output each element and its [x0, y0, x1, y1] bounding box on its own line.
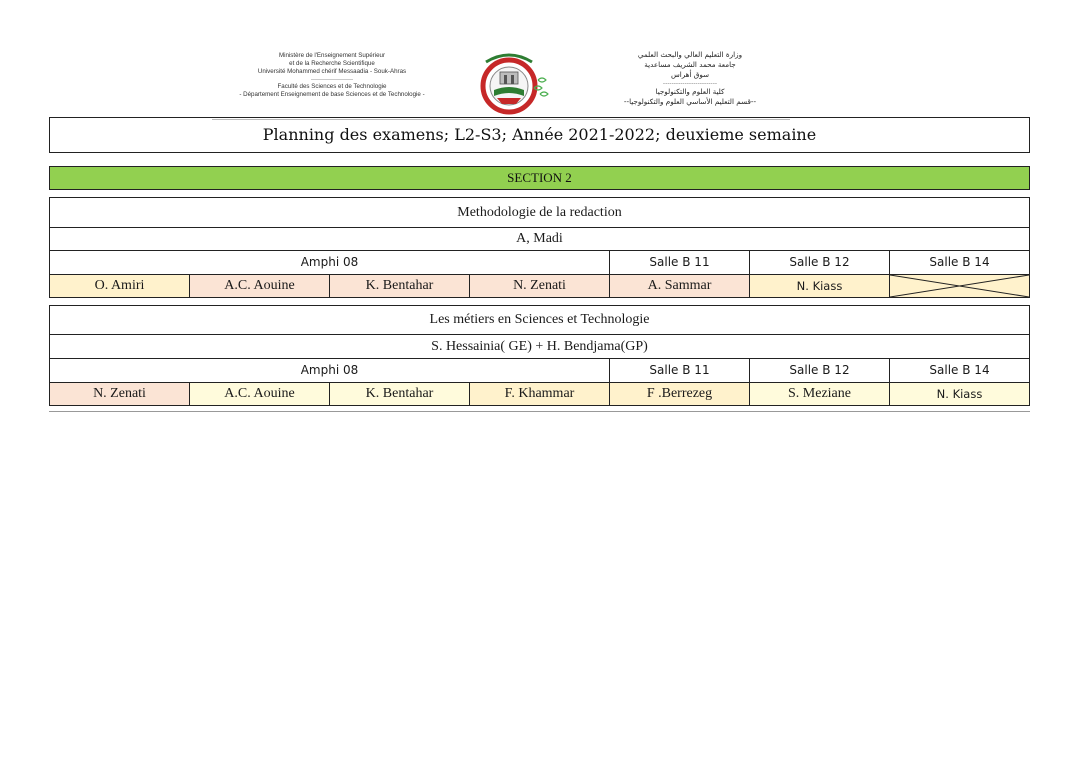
header-arabic-text: [590, 50, 790, 107]
supervisor-cell: A.C. Aouine: [190, 383, 330, 405]
cross-mark-icon: [890, 275, 1029, 297]
header-french-text: [212, 52, 452, 99]
subject-teacher: A, Madi: [516, 231, 563, 246]
subject-title: Methodologie de la redaction: [457, 205, 622, 220]
city-ar: سوق أهراس: [670, 70, 710, 79]
supervisor-cell: F. Khammar: [470, 383, 610, 405]
page-title: Planning des examens; L2-S3; Année 2021-2022; deuxieme semaine: [49, 117, 1030, 153]
exam-block-2: [49, 305, 1030, 406]
room-amphi: Amphi 08: [50, 359, 610, 382]
supervisor-cell: N. Kiass: [750, 275, 890, 297]
room-salle-b14: Salle B 14: [929, 255, 990, 269]
room-salle-b11: Salle B 11: [610, 251, 750, 274]
exam-block-1: [49, 197, 1030, 298]
room-salle-b11: Salle B 11: [610, 359, 750, 382]
supervisor-cell: A.C. Aouine: [190, 275, 330, 297]
research-fr: et de la Recherche Scientifique: [289, 60, 375, 68]
separator-fr: ---------------------: [311, 76, 353, 83]
university-header: [212, 48, 790, 116]
supervisor-cell: K. Bentahar: [330, 383, 470, 405]
supervisor-cell: S. Meziane: [750, 383, 890, 405]
supervisor-cell: A. Sammar: [610, 275, 750, 297]
department-ar: --قسم التعليم الأساسي العلوم والتكنولوجيا--: [623, 97, 757, 106]
room-amphi: Amphi 08: [50, 251, 610, 274]
empty-crossed-cell: [890, 275, 1029, 297]
supervisor-cell: N. Zenati: [50, 383, 190, 405]
subject-teacher: S. Hessainia( GE) + H. Bendjama(GP): [431, 339, 648, 354]
ministry-ar: وزارة التعليم العالي والبحث العلمي: [637, 50, 743, 59]
supervisor-cell: N. Zenati: [470, 275, 610, 297]
separator-ar: -------------------------: [662, 80, 718, 87]
department-fr: - Département Enseignement de base Sciences et de Technologie -: [239, 90, 425, 98]
room-salle-b12: Salle B 12: [750, 251, 890, 274]
room-salle-b12: Salle B 12: [750, 359, 890, 382]
university-logo-icon: [464, 50, 554, 116]
subject-title: Les métiers en Sciences et Technologie: [429, 312, 650, 327]
room-salle-b14: Salle B 14: [929, 363, 990, 377]
ministry-fr: Ministère de l'Enseignement Supérieur: [278, 52, 386, 59]
supervisor-cell: O. Amiri: [50, 275, 190, 297]
supervisor-cell: F .Berrezeg: [610, 383, 750, 405]
faculty-fr: Faculté des Sciences et de Technologie: [277, 82, 387, 90]
university-ar: جامعة محمد الشريف مساعدية: [644, 60, 736, 69]
section-label: SECTION 2: [49, 166, 1030, 190]
supervisor-cell: N. Kiass: [890, 383, 1029, 405]
university-fr: Université Mohammed chérif Messaadia - Souk-Ahras: [257, 68, 407, 76]
supervisor-cell: K. Bentahar: [330, 275, 470, 297]
bottom-rule: [49, 411, 1030, 412]
faculty-ar: كلية العلوم والتكنولوجيا: [655, 87, 725, 96]
